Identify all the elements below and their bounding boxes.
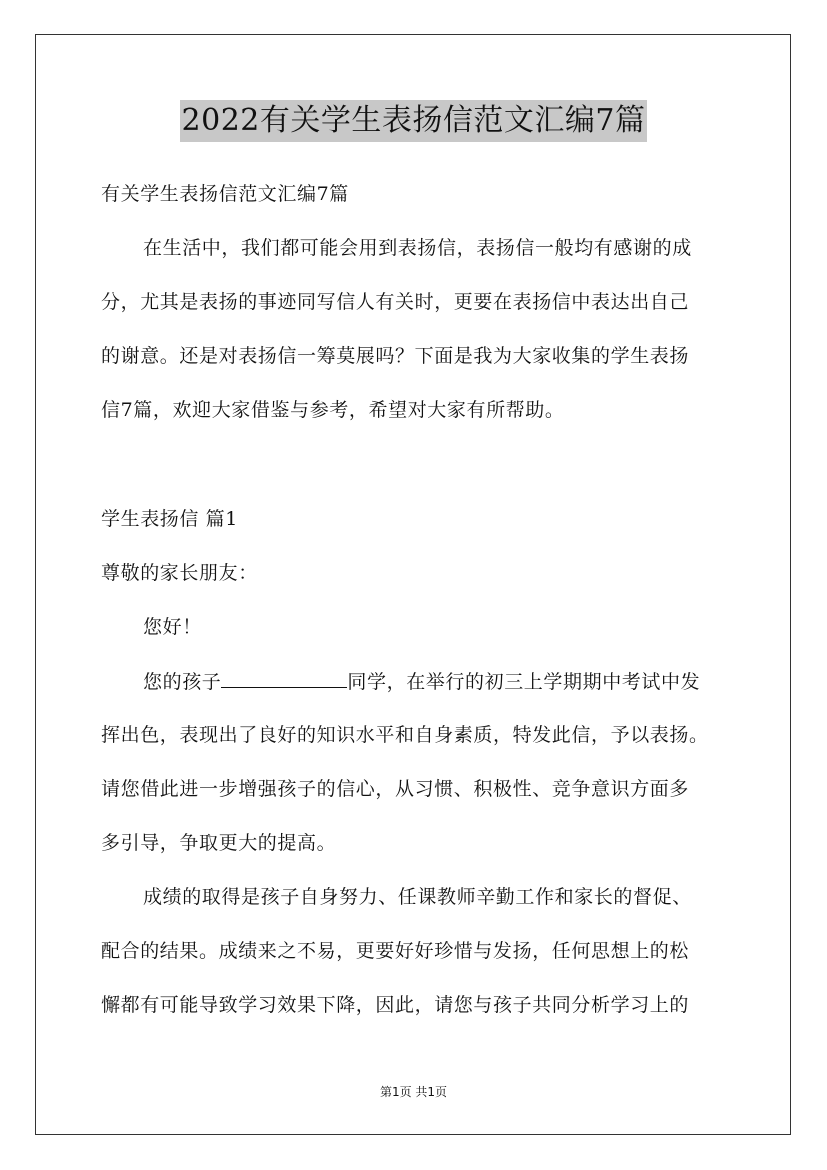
para1-suffix: 同学，在举行的初三上学期期中考试中发 [347, 671, 701, 693]
title-container [0, 100, 827, 142]
section-heading: 学生表扬信 篇1 [101, 508, 238, 530]
paragraph-line: 懈都有可能导致学习效果下降，因此，请您与孩子共同分析学习上的 [101, 994, 690, 1016]
paragraph-line: 配合的结果。成绩来之不易，更要好好珍惜与发扬，任何思想上的松 [101, 940, 690, 962]
paragraph-line [143, 669, 700, 694]
para1-prefix: 您的孩子 [143, 671, 222, 693]
paragraph-line: 挥出色，表现出了良好的知识水平和自身素质，特发此信，予以表扬。 [101, 724, 709, 746]
intro-line: 信7篇，欢迎大家借鉴与参考，希望对大家有所帮助。 [101, 399, 565, 421]
paragraph-line: 多引导，争取更大的提高。 [101, 832, 337, 854]
salutation: 尊敬的家长朋友： [101, 562, 258, 584]
intro-line: 在生活中，我们都可能会用到表扬信，表扬信一般均有感谢的成 [143, 237, 692, 259]
document-title: 2022有关学生表扬信范文汇编7篇 [180, 100, 648, 142]
page-footer: 第1页 共1页 [379, 1085, 448, 1099]
document-subtitle: 有关学生表扬信范文汇编7篇 [101, 183, 349, 205]
intro-line: 分，尤其是表扬的事迹同写信人有关时，更要在表扬信中表达出自己 [101, 291, 690, 313]
name-blank [221, 669, 347, 688]
paragraph-line: 请您借此进一步增强孩子的信心，从习惯、积极性、竞争意识方面多 [101, 778, 690, 800]
intro-line: 的谢意。还是对表扬信一筹莫展吗？下面是我为大家收集的学生表扬 [101, 345, 690, 367]
greeting: 您好！ [143, 616, 202, 638]
paragraph-line: 成绩的取得是孩子自身努力、任课教师辛勤工作和家长的督促、 [143, 886, 692, 908]
